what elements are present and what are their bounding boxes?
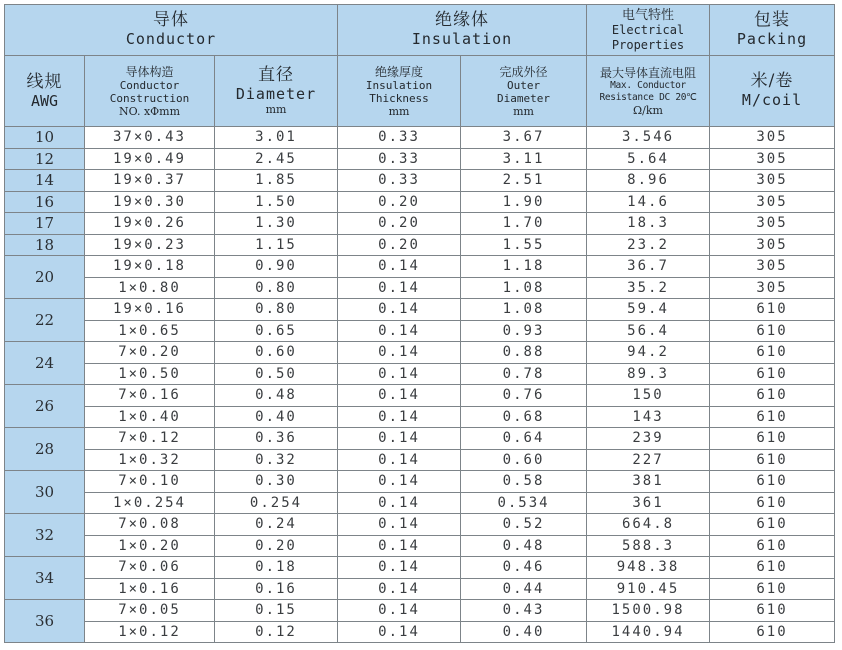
thickness-en-1: Insulation — [365, 78, 433, 92]
thickness-en-2: Thickness — [369, 91, 429, 105]
table-row — [5, 256, 835, 278]
table-row — [5, 449, 835, 471]
thickness-cell: 0.14 — [338, 428, 461, 450]
resistance-cell: 143 — [587, 406, 710, 428]
diameter-cell: 0.32 — [215, 449, 338, 471]
awg-cell: 34 — [5, 557, 85, 600]
awg-cell: 24 — [5, 342, 85, 385]
thickness-zh: 绝缘厚度 — [375, 64, 424, 79]
thickness-cell: 0.14 — [338, 578, 461, 600]
diameter-cell: 1.30 — [215, 213, 338, 235]
table-row — [5, 213, 835, 235]
subheader-row — [5, 56, 835, 127]
construction-cell: 7×0.08 — [85, 514, 215, 536]
diameter-cell: 0.80 — [215, 299, 338, 321]
wire-spec-table — [4, 4, 835, 643]
thickness-cell: 0.14 — [338, 277, 461, 299]
table-row — [5, 170, 835, 192]
thickness-cell: 0.14 — [338, 535, 461, 557]
construction-cell: 1×0.40 — [85, 406, 215, 428]
outer-cell: 1.90 — [461, 191, 587, 213]
thickness-cell: 0.14 — [338, 557, 461, 579]
table-row — [5, 621, 835, 643]
coil-cell: 610 — [710, 514, 835, 536]
coil-cell: 610 — [710, 428, 835, 450]
awg-cell: 26 — [5, 385, 85, 428]
awg-cell: 14 — [5, 170, 85, 192]
header-row — [5, 5, 835, 56]
coil-cell: 610 — [710, 299, 835, 321]
table-row — [5, 535, 835, 557]
insulation-en: Insulation — [411, 30, 513, 48]
table-row — [5, 385, 835, 407]
outer-cell: 0.48 — [461, 535, 587, 557]
awg-en: AWG — [30, 91, 59, 110]
conductor-zh: 导体 — [153, 10, 189, 30]
awg-cell: 32 — [5, 514, 85, 557]
thickness-cell: 0.14 — [338, 385, 461, 407]
awg-cell: 16 — [5, 191, 85, 213]
table-row — [5, 191, 835, 213]
outer-cell: 0.44 — [461, 578, 587, 600]
thickness-cell: 0.33 — [338, 127, 461, 149]
table-row — [5, 514, 835, 536]
awg-cell: 18 — [5, 234, 85, 256]
packing-zh: 包装 — [754, 10, 791, 30]
thickness-cell: 0.14 — [338, 600, 461, 622]
construction-cell: 19×0.23 — [85, 234, 215, 256]
outer-cell: 0.93 — [461, 320, 587, 342]
resistance-cell: 23.2 — [587, 234, 710, 256]
resistance-cell: 948.38 — [587, 557, 710, 579]
diameter-cell: 0.65 — [215, 320, 338, 342]
diameter-cell: 0.30 — [215, 471, 338, 493]
insulation-group-header — [338, 5, 587, 56]
resistance-zh: 最大导体直流电阻 — [600, 65, 697, 80]
outer-cell: 1.55 — [461, 234, 587, 256]
resistance-cell: 36.7 — [587, 256, 710, 278]
conductor-group-header — [5, 5, 338, 56]
diameter-cell: 0.20 — [215, 535, 338, 557]
construction-cell: 37×0.43 — [85, 127, 215, 149]
thickness-cell: 0.33 — [338, 170, 461, 192]
coil-cell: 610 — [710, 342, 835, 364]
coil-cell: 305 — [710, 170, 835, 192]
resistance-en-2: Resistance DC 20℃ — [599, 91, 697, 103]
coil-cell: 305 — [710, 277, 835, 299]
table-row — [5, 234, 835, 256]
thickness-cell: 0.14 — [338, 406, 461, 428]
diameter-zh: 直径 — [258, 65, 294, 85]
outer-cell: 0.40 — [461, 621, 587, 643]
outer-cell: 1.08 — [461, 277, 587, 299]
coil-cell: 610 — [710, 535, 835, 557]
coil-cell: 610 — [710, 320, 835, 342]
resistance-cell: 3.546 — [587, 127, 710, 149]
thickness-cell: 0.14 — [338, 514, 461, 536]
outer-cell: 1.70 — [461, 213, 587, 235]
thickness-cell: 0.20 — [338, 191, 461, 213]
coil-cell: 610 — [710, 557, 835, 579]
construction-cell: 7×0.06 — [85, 557, 215, 579]
resistance-cell: 227 — [587, 449, 710, 471]
thickness-cell: 0.14 — [338, 363, 461, 385]
resistance-cell: 588.3 — [587, 535, 710, 557]
outer-cell: 3.11 — [461, 148, 587, 170]
coil-zh: 米/卷 — [750, 71, 794, 91]
outer-cell: 0.88 — [461, 342, 587, 364]
coil-cell: 305 — [710, 127, 835, 149]
diameter-unit: mm — [265, 103, 287, 116]
outer-cell: 0.43 — [461, 600, 587, 622]
electrical-group-header — [587, 5, 710, 56]
diameter-cell: 0.254 — [215, 492, 338, 514]
awg-zh: 线规 — [26, 71, 63, 92]
spec-table-container — [4, 4, 835, 643]
thickness-cell: 0.14 — [338, 471, 461, 493]
awg-cell: 12 — [5, 148, 85, 170]
table-row — [5, 320, 835, 342]
diameter-cell: 0.40 — [215, 406, 338, 428]
construction-cell: 7×0.16 — [85, 385, 215, 407]
construction-cell: 1×0.32 — [85, 449, 215, 471]
construction-cell: 7×0.10 — [85, 471, 215, 493]
diameter-cell: 0.50 — [215, 363, 338, 385]
table-row — [5, 342, 835, 364]
outer-cell: 0.64 — [461, 428, 587, 450]
insulation-zh: 绝缘体 — [435, 10, 490, 30]
diameter-cell: 1.15 — [215, 234, 338, 256]
resistance-cell: 150 — [587, 385, 710, 407]
table-row — [5, 471, 835, 493]
thickness-cell: 0.14 — [338, 449, 461, 471]
awg-header — [5, 56, 85, 127]
coil-cell: 610 — [710, 578, 835, 600]
resistance-cell: 1500.98 — [587, 600, 710, 622]
coil-cell: 610 — [710, 385, 835, 407]
electrical-zh: 电气特性 — [622, 7, 675, 23]
awg-cell: 17 — [5, 213, 85, 235]
resistance-cell: 14.6 — [587, 191, 710, 213]
diameter-cell: 0.80 — [215, 277, 338, 299]
coil-en: M/coil — [741, 91, 803, 109]
awg-cell: 10 — [5, 127, 85, 149]
thickness-cell: 0.14 — [338, 320, 461, 342]
packing-en: Packing — [736, 30, 808, 48]
thickness-cell: 0.14 — [338, 342, 461, 364]
construction-cell: 19×0.37 — [85, 170, 215, 192]
diameter-header — [215, 56, 338, 127]
diameter-cell: 0.16 — [215, 578, 338, 600]
coil-cell: 305 — [710, 213, 835, 235]
diameter-cell: 0.18 — [215, 557, 338, 579]
thickness-cell: 0.14 — [338, 256, 461, 278]
outer-cell: 0.78 — [461, 363, 587, 385]
table-row — [5, 428, 835, 450]
coil-cell: 305 — [710, 234, 835, 256]
construction-cell: 1×0.20 — [85, 535, 215, 557]
outer-cell: 0.68 — [461, 406, 587, 428]
awg-cell: 20 — [5, 256, 85, 299]
resistance-cell: 89.3 — [587, 363, 710, 385]
table-row — [5, 127, 835, 149]
construction-cell: 19×0.16 — [85, 299, 215, 321]
diameter-cell: 0.12 — [215, 621, 338, 643]
construction-cell: 7×0.20 — [85, 342, 215, 364]
resistance-cell: 361 — [587, 492, 710, 514]
construction-unit: NO. xΦmm — [118, 104, 181, 118]
construction-cell: 7×0.05 — [85, 600, 215, 622]
outer-cell: 1.18 — [461, 256, 587, 278]
outer-cell: 0.46 — [461, 557, 587, 579]
diameter-cell: 0.48 — [215, 385, 338, 407]
electrical-en-1: Electrical — [611, 22, 685, 37]
outer-cell: 0.60 — [461, 449, 587, 471]
thickness-cell: 0.14 — [338, 621, 461, 643]
construction-zh: 导体构造 — [125, 64, 174, 79]
table-row — [5, 406, 835, 428]
thickness-cell: 0.33 — [338, 148, 461, 170]
table-row — [5, 578, 835, 600]
outer-cell: 3.67 — [461, 127, 587, 149]
coil-cell: 610 — [710, 600, 835, 622]
coil-cell: 610 — [710, 492, 835, 514]
construction-cell: 1×0.65 — [85, 320, 215, 342]
table-row — [5, 492, 835, 514]
outer-cell: 0.76 — [461, 385, 587, 407]
coil-cell: 305 — [710, 148, 835, 170]
awg-cell: 30 — [5, 471, 85, 514]
resistance-en-1: Max. Conductor — [610, 79, 686, 91]
table-row — [5, 299, 835, 321]
diameter-cell: 0.60 — [215, 342, 338, 364]
construction-cell: 1×0.16 — [85, 578, 215, 600]
resistance-cell: 5.64 — [587, 148, 710, 170]
construction-en-2: Construction — [109, 91, 190, 105]
coil-cell: 610 — [710, 449, 835, 471]
coil-cell: 305 — [710, 191, 835, 213]
awg-cell: 28 — [5, 428, 85, 471]
outer-en-1: Outer — [506, 78, 541, 92]
construction-cell: 7×0.12 — [85, 428, 215, 450]
construction-cell: 19×0.49 — [85, 148, 215, 170]
diameter-cell: 3.01 — [215, 127, 338, 149]
table-row — [5, 600, 835, 622]
coil-cell: 610 — [710, 471, 835, 493]
resistance-cell: 35.2 — [587, 277, 710, 299]
resistance-cell: 910.45 — [587, 578, 710, 600]
coil-header — [710, 56, 835, 127]
table-row — [5, 557, 835, 579]
outer-en-2: Diameter — [497, 91, 550, 105]
outer-unit: mm — [513, 104, 534, 118]
outer-cell: 0.534 — [461, 492, 587, 514]
resistance-cell: 239 — [587, 428, 710, 450]
diameter-cell: 1.50 — [215, 191, 338, 213]
resistance-cell: 18.3 — [587, 213, 710, 235]
resistance-cell: 8.96 — [587, 170, 710, 192]
resistance-cell: 1440.94 — [587, 621, 710, 643]
diameter-cell: 0.15 — [215, 600, 338, 622]
construction-cell: 19×0.30 — [85, 191, 215, 213]
construction-cell: 19×0.26 — [85, 213, 215, 235]
construction-cell: 1×0.254 — [85, 492, 215, 514]
resistance-cell: 59.4 — [587, 299, 710, 321]
conductor-en: Conductor — [125, 30, 217, 48]
diameter-cell: 2.45 — [215, 148, 338, 170]
resistance-cell: 381 — [587, 471, 710, 493]
diameter-cell: 0.90 — [215, 256, 338, 278]
thickness-cell: 0.20 — [338, 234, 461, 256]
outer-cell: 1.08 — [461, 299, 587, 321]
coil-cell: 610 — [710, 621, 835, 643]
outer-zh: 完成外径 — [499, 64, 548, 79]
thickness-cell: 0.20 — [338, 213, 461, 235]
coil-cell: 305 — [710, 256, 835, 278]
resistance-cell: 664.8 — [587, 514, 710, 536]
diameter-cell: 1.85 — [215, 170, 338, 192]
table-row — [5, 363, 835, 385]
packing-group-header — [710, 5, 835, 56]
diameter-cell: 0.36 — [215, 428, 338, 450]
awg-cell: 36 — [5, 600, 85, 643]
construction-cell: 1×0.50 — [85, 363, 215, 385]
construction-en-1: Conductor — [119, 78, 180, 92]
resistance-cell: 56.4 — [587, 320, 710, 342]
outer-diameter-header — [461, 56, 587, 127]
table-row — [5, 277, 835, 299]
coil-cell: 610 — [710, 406, 835, 428]
thickness-unit: mm — [388, 104, 410, 118]
outer-cell: 0.58 — [461, 471, 587, 493]
diameter-cell: 0.24 — [215, 514, 338, 536]
construction-header — [85, 56, 215, 127]
construction-cell: 1×0.80 — [85, 277, 215, 299]
awg-cell: 22 — [5, 299, 85, 342]
construction-cell: 19×0.18 — [85, 256, 215, 278]
outer-cell: 2.51 — [461, 170, 587, 192]
resistance-cell: 94.2 — [587, 342, 710, 364]
thickness-header — [338, 56, 461, 127]
construction-cell: 1×0.12 — [85, 621, 215, 643]
table-row — [5, 148, 835, 170]
resistance-header — [587, 56, 710, 127]
electrical-en-2: Properties — [611, 37, 685, 52]
thickness-cell: 0.14 — [338, 492, 461, 514]
diameter-en: Diameter — [235, 85, 317, 103]
resistance-unit: Ω/km — [633, 103, 663, 117]
outer-cell: 0.52 — [461, 514, 587, 536]
thickness-cell: 0.14 — [338, 299, 461, 321]
coil-cell: 610 — [710, 363, 835, 385]
